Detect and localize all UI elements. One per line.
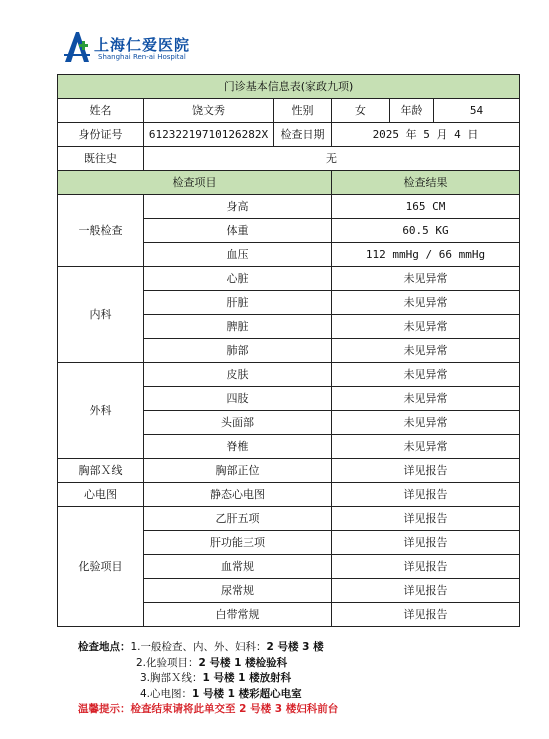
name-label: 姓名	[58, 99, 144, 123]
exam-item: 肝功能三项	[144, 531, 332, 555]
form-title: 门诊基本信息表(家政九项)	[58, 75, 520, 99]
exam-result: 112 mmHg / 66 mmHg	[332, 243, 520, 267]
hospital-logo-icon	[62, 30, 92, 64]
exam-result: 详见报告	[332, 507, 520, 531]
age-label: 年龄	[390, 99, 434, 123]
exam-result: 165 CM	[332, 195, 520, 219]
exam-item: 脾脏	[144, 315, 332, 339]
note-line-2-location: 2 号楼 1 楼检验科	[198, 656, 288, 669]
exam-result: 未见异常	[332, 291, 520, 315]
exam-row	[58, 195, 520, 219]
exam-result-header: 检查结果	[332, 171, 520, 195]
exam-category: 外科	[58, 363, 144, 459]
exam-category: 化验项目	[58, 507, 144, 627]
note-line-4-text: 4.心电图：	[140, 687, 193, 700]
exam-date-label: 检查日期	[274, 123, 332, 147]
exam-item: 肺部	[144, 339, 332, 363]
exam-item: 白带常规	[144, 603, 332, 627]
note-line-2-text: 2.化验项目：	[136, 656, 199, 669]
exam-category: 内科	[58, 267, 144, 363]
hospital-name-cn: 上海仁爱医院	[94, 36, 191, 54]
exam-item: 尿常规	[144, 579, 332, 603]
exam-item: 体重	[144, 219, 332, 243]
exam-result: 详见报告	[332, 555, 520, 579]
exam-category: 一般检查	[58, 195, 144, 267]
gender-value: 女	[332, 99, 390, 123]
exam-result: 未见异常	[332, 339, 520, 363]
exam-result: 详见报告	[332, 579, 520, 603]
exam-result: 详见报告	[332, 531, 520, 555]
exam-result: 未见异常	[332, 411, 520, 435]
note-line-1-location: 2 号楼 3 楼	[266, 641, 324, 653]
exam-item: 脊椎	[144, 435, 332, 459]
exam-item: 血压	[144, 243, 332, 267]
exam-row	[58, 459, 520, 483]
exam-row	[58, 483, 520, 507]
exam-item: 胸部正位	[144, 459, 332, 483]
exam-location-notes	[78, 640, 338, 718]
exam-item: 乙肝五项	[144, 507, 332, 531]
name-value: 饶文秀	[144, 99, 274, 123]
exam-item: 身高	[144, 195, 332, 219]
exam-row	[58, 267, 520, 291]
exam-item: 血常规	[144, 555, 332, 579]
id-number-label: 身份证号	[58, 123, 144, 147]
exam-item: 心脏	[144, 267, 332, 291]
note-line-2	[78, 656, 338, 672]
exam-result: 详见报告	[332, 459, 520, 483]
exam-item: 四肢	[144, 387, 332, 411]
outpatient-info-table	[57, 74, 520, 627]
warning-note: 温馨提示：检查结束请将此单交至 2 号楼 3 楼妇科前台	[78, 703, 339, 716]
hospital-name-en: Shanghai Ren-ai Hospital	[98, 53, 186, 61]
exam-item: 皮肤	[144, 363, 332, 387]
exam-result: 详见报告	[332, 603, 520, 627]
exam-item: 肝脏	[144, 291, 332, 315]
exam-result: 详见报告	[332, 483, 520, 507]
exam-category: 胸部Ｘ线	[58, 459, 144, 483]
exam-result: 未见异常	[332, 267, 520, 291]
exam-result: 未见异常	[332, 387, 520, 411]
note-line-4	[78, 687, 338, 703]
exam-row	[58, 507, 520, 531]
exam-result: 60.5 KG	[332, 219, 520, 243]
exam-result: 未见异常	[332, 435, 520, 459]
exam-item: 头面部	[144, 411, 332, 435]
note-line-3	[78, 671, 338, 687]
exam-category: 心电图	[58, 483, 144, 507]
exam-result: 未见异常	[332, 315, 520, 339]
exam-result: 未见异常	[332, 363, 520, 387]
exam-item-header: 检查项目	[58, 171, 332, 195]
medical-history-value: 无	[144, 147, 520, 171]
exam-row	[58, 363, 520, 387]
note-line-1	[78, 640, 338, 656]
note-line-4-location: 1 号楼 1 楼彩超心电室	[192, 687, 302, 700]
id-number-value: 61232219710126282X	[144, 123, 274, 147]
exam-item: 静态心电图	[144, 483, 332, 507]
note-line-3-location: 1 号楼 1 楼放射科	[202, 672, 292, 685]
medical-history-label: 既往史	[58, 147, 144, 171]
note-line-3-text: 3.胸部Ｘ线：	[140, 672, 203, 685]
exam-date-value: 2025 年 5 月 4 日	[332, 123, 520, 147]
note-location-label: 检查地点：	[78, 641, 131, 653]
hospital-logo	[62, 30, 212, 68]
gender-label: 性别	[274, 99, 332, 123]
note-line-1-text: 1.一般检查、内、外、妇科：	[130, 641, 267, 653]
age-value: 54	[434, 99, 520, 123]
